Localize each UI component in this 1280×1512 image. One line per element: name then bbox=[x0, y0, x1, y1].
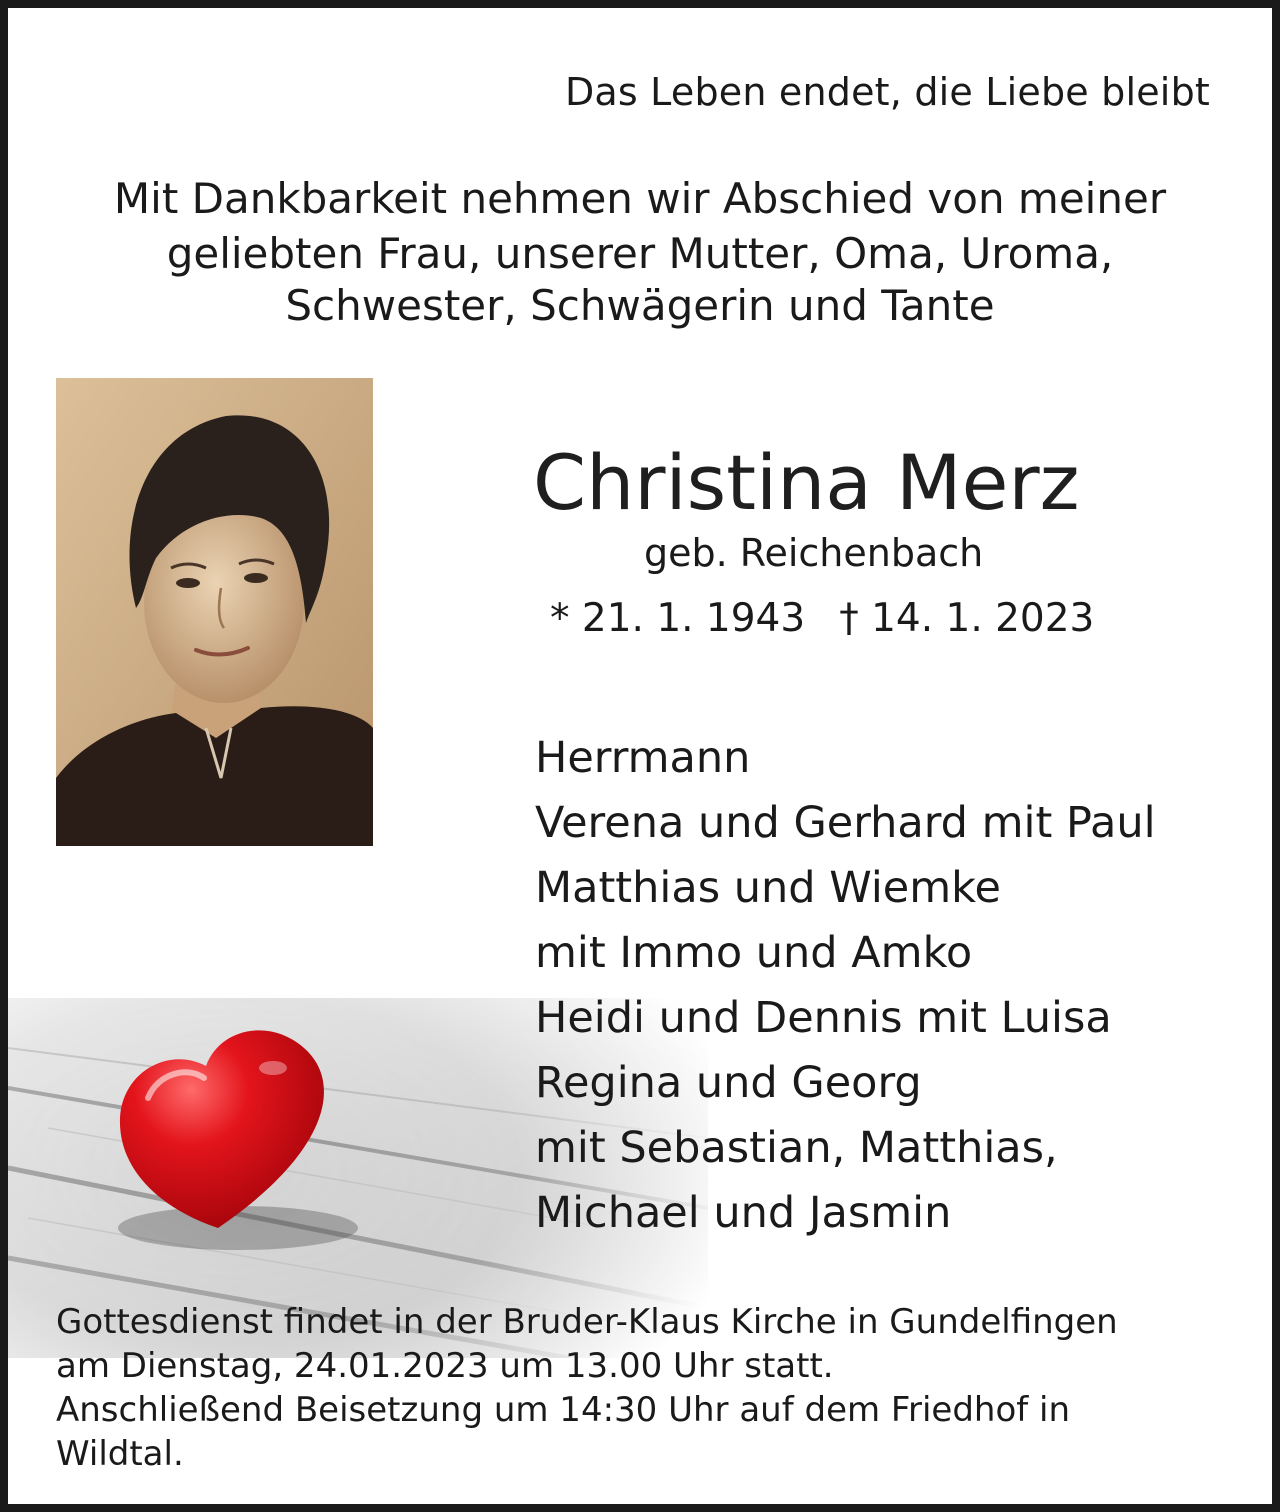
service-line: am Dienstag, 24.01.2023 um 13.00 Uhr statt. bbox=[56, 1346, 834, 1386]
list-item: Heidi und Dennis mit Luisa bbox=[535, 993, 1112, 1043]
intro-line: Schwester, Schwägerin und Tante bbox=[285, 281, 995, 330]
service-line: Anschließend Beisetzung um 14:30 Uhr auf dem Friedhof in bbox=[56, 1390, 1071, 1430]
portrait-photo bbox=[56, 378, 373, 846]
life-dates bbox=[550, 596, 1094, 641]
maiden-name: geb. Reichenbach bbox=[644, 531, 984, 575]
list-item: Herrmann bbox=[535, 733, 751, 783]
mourners-list bbox=[535, 726, 1156, 1246]
list-item: Regina und Georg bbox=[535, 1058, 922, 1108]
death-date: † 14. 1. 2023 bbox=[839, 596, 1095, 641]
service-info bbox=[56, 1300, 1118, 1476]
list-item: mit Immo und Amko bbox=[535, 928, 973, 978]
intro-line: Mit Dankbarkeit nehmen wir Abschied von meiner bbox=[113, 174, 1167, 223]
list-item: mit Sebastian, Matthias, bbox=[535, 1123, 1058, 1173]
list-item: Verena und Gerhard mit Paul bbox=[535, 798, 1156, 848]
intro-line: geliebten Frau, unserer Mutter, Oma, Uroma, bbox=[166, 229, 1114, 278]
list-item: Matthias und Wiemke bbox=[535, 863, 1001, 913]
service-line: Wildtal. bbox=[56, 1434, 184, 1474]
deceased-name: Christina Merz bbox=[533, 438, 1080, 527]
motto: Das Leben endet, die Liebe bleibt bbox=[564, 70, 1210, 114]
birth-date: * 21. 1. 1943 bbox=[550, 596, 806, 641]
service-line: Gottesdienst findet in der Bruder-Klaus Kirche in Gundelfingen bbox=[56, 1302, 1118, 1342]
list-item: Michael und Jasmin bbox=[535, 1188, 952, 1238]
